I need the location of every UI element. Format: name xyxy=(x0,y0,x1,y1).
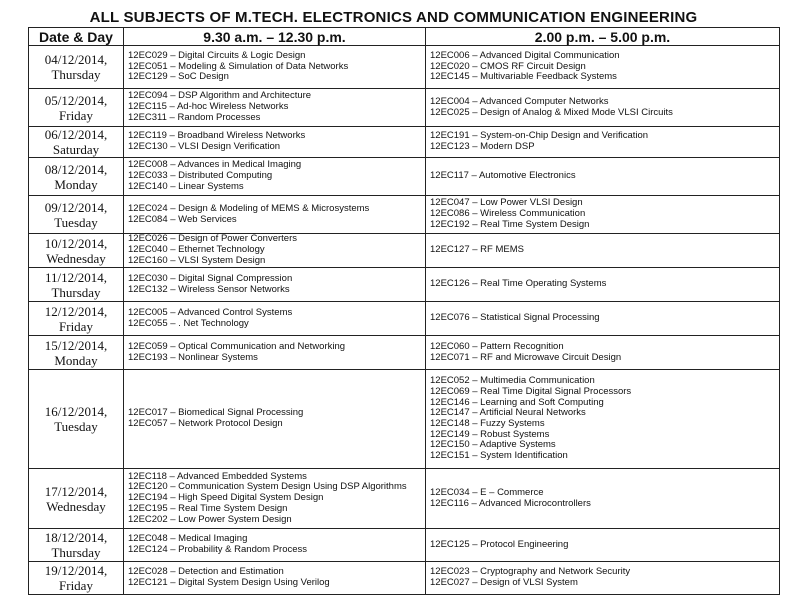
subject-entry: 12EC060 – Pattern Recognition xyxy=(430,341,564,352)
morning-subjects-cell xyxy=(124,302,426,336)
subject-entry: 12EC125 – Protocol Engineering xyxy=(430,539,569,550)
header-row xyxy=(29,28,780,46)
subject-entry: 12EC118 – Advanced Embedded Systems xyxy=(128,471,307,482)
subject-entry: 12EC071 – RF and Microwave Circuit Design xyxy=(430,352,622,363)
subject-entry: 12EC194 – High Speed Digital System Design xyxy=(128,493,324,504)
subject-entry: 12EC055 – . Net Technology xyxy=(128,318,249,329)
subject-entry: 12EC192 – Real Time System Design xyxy=(430,219,590,230)
date-cell xyxy=(29,268,124,302)
table-row xyxy=(29,46,780,89)
day-text: Tuesday xyxy=(54,419,98,434)
afternoon-subjects-cell xyxy=(426,529,780,562)
table-row xyxy=(29,234,780,268)
morning-subjects-cell xyxy=(124,529,426,562)
date-cell xyxy=(29,158,124,196)
subject-entry: 12EC084 – Web Services xyxy=(128,214,237,225)
morning-subjects-cell xyxy=(124,127,426,158)
morning-subjects-cell xyxy=(124,268,426,302)
subject-entry: 12EC040 – Ethernet Technology xyxy=(128,245,265,256)
date-text: 18/12/2014, xyxy=(44,530,108,545)
subject-entry: 12EC127 – RF MEMS xyxy=(430,245,524,256)
subject-entry: 12EC024 – Design & Modeling of MEMS & Microsystems xyxy=(128,203,370,214)
day-text: Friday xyxy=(59,578,93,593)
table-row xyxy=(29,127,780,158)
day-text: Saturday xyxy=(52,142,100,157)
day-text: Friday xyxy=(59,107,93,123)
subject-entry: 12EC051 – Modeling & Simulation of Data Networks xyxy=(128,61,349,72)
subject-entry: 12EC145 – Multivariable Feedback Systems xyxy=(430,72,617,83)
date-cell xyxy=(29,89,124,127)
date-cell xyxy=(29,370,124,469)
afternoon-subjects-cell xyxy=(426,562,780,595)
header-morning-session: 9.30 a.m. – 12.30 p.m. xyxy=(124,28,426,46)
date-text: 12/12/2014, xyxy=(44,303,108,319)
subject-entry: 12EC020 – CMOS RF Circuit Design xyxy=(430,61,586,72)
document-title: ALL SUBJECTS OF M.TECH. ELECTRONICS AND COMMUNICATION ENGINEERING xyxy=(89,9,698,26)
table-row xyxy=(29,158,780,196)
subject-entry: 12EC029 – Digital Circuits & Logic Design xyxy=(128,50,306,61)
date-cell xyxy=(29,127,124,158)
subject-entry: 12EC126 – Real Time Operating Systems xyxy=(430,279,607,290)
subject-entry: 12EC008 – Advances in Medical Imaging xyxy=(128,160,302,171)
afternoon-subjects-cell xyxy=(426,46,780,89)
table-row xyxy=(29,89,780,127)
subject-entry: 12EC120 – Communication System Design Using DSP Algorithms xyxy=(128,482,407,493)
day-text: Thursday xyxy=(51,284,101,300)
day-text: Monday xyxy=(54,352,98,368)
day-text: Thursday xyxy=(51,545,101,560)
subject-entry: 12EC117 – Automotive Electronics xyxy=(430,171,576,182)
day-text: Wednesday xyxy=(46,498,106,514)
subject-entry: 12EC160 – VLSI System Design xyxy=(128,255,266,266)
table-row xyxy=(29,268,780,302)
afternoon-subjects-cell xyxy=(426,469,780,529)
morning-subjects-cell xyxy=(124,89,426,127)
subject-entry: 12EC140 – Linear Systems xyxy=(128,181,244,192)
day-text: Thursday xyxy=(51,67,101,82)
day-text: Wednesday xyxy=(46,250,106,266)
date-text: 04/12/2014, xyxy=(44,52,108,67)
date-cell xyxy=(29,196,124,234)
table-row xyxy=(29,302,780,336)
afternoon-subjects-cell xyxy=(426,158,780,196)
subject-entry: 12EC150 – Adaptive Systems xyxy=(430,440,556,451)
date-text: 10/12/2014, xyxy=(44,235,108,251)
date-cell xyxy=(29,562,124,595)
day-text: Tuesday xyxy=(54,214,98,230)
subject-entry: 12EC057 – Network Protocol Design xyxy=(128,419,283,429)
morning-subjects-cell xyxy=(124,196,426,234)
afternoon-subjects-cell xyxy=(426,268,780,302)
subject-entry: 12EC146 – Learning and Soft Computing xyxy=(430,397,604,408)
subject-entry: 12EC005 – Advanced Control Systems xyxy=(128,307,293,318)
morning-subjects-cell xyxy=(124,336,426,370)
subject-entry: 12EC052 – Multimedia Communication xyxy=(430,376,595,387)
table-row xyxy=(29,336,780,370)
table-row xyxy=(29,469,780,529)
table-row xyxy=(29,370,780,469)
afternoon-subjects-cell xyxy=(426,302,780,336)
date-cell xyxy=(29,529,124,562)
date-text: 16/12/2014, xyxy=(44,404,108,419)
exam-timetable xyxy=(28,27,780,595)
date-text: 08/12/2014, xyxy=(44,161,108,177)
subject-entry: 12EC026 – Design of Power Converters xyxy=(128,234,297,245)
timetable-body xyxy=(29,46,780,595)
date-cell xyxy=(29,46,124,89)
subject-entry: 12EC121 – Digital System Design Using Verilog xyxy=(128,578,330,588)
date-cell xyxy=(29,302,124,336)
afternoon-subjects-cell xyxy=(426,127,780,158)
date-text: 19/12/2014, xyxy=(44,563,108,578)
subject-entry: 12EC047 – Low Power VLSI Design xyxy=(430,198,583,209)
subject-entry: 12EC017 – Biomedical Signal Processing xyxy=(128,408,304,419)
morning-subjects-cell xyxy=(124,469,426,529)
date-text: 05/12/2014, xyxy=(44,92,108,108)
subject-entry: 12EC004 – Advanced Computer Networks xyxy=(430,96,609,107)
subject-entry: 12EC023 – Cryptography and Network Security xyxy=(430,567,631,578)
header-date-day: Date & Day xyxy=(29,28,124,46)
subject-entry: 12EC130 – VLSI Design Verification xyxy=(128,142,281,152)
table-row xyxy=(29,529,780,562)
date-cell xyxy=(29,336,124,370)
subject-entry: 12EC151 – System Identification xyxy=(430,451,568,462)
date-text: 15/12/2014, xyxy=(44,337,108,353)
subject-entry: 12EC033 – Distributed Computing xyxy=(128,171,273,182)
date-cell xyxy=(29,469,124,529)
subject-entry: 12EC030 – Digital Signal Compression xyxy=(128,273,293,284)
subject-entry: 12EC119 – Broadband Wireless Networks xyxy=(128,131,306,142)
subject-entry: 12EC148 – Fuzzy Systems xyxy=(430,419,545,429)
subject-entry: 12EC116 – Advanced Microcontrollers xyxy=(430,498,591,509)
subject-entry: 12EC006 – Advanced Digital Communication xyxy=(430,50,620,61)
table-row xyxy=(29,562,780,595)
morning-subjects-cell xyxy=(124,370,426,469)
morning-subjects-cell xyxy=(124,562,426,595)
subject-entry: 12EC191 – System-on-Chip Design and Verification xyxy=(430,131,649,142)
subject-entry: 12EC086 – Wireless Communication xyxy=(430,209,586,220)
subject-entry: 12EC027 – Design of VLSI System xyxy=(430,578,578,588)
subject-entry: 12EC123 – Modern DSP xyxy=(430,142,535,152)
subject-entry: 12EC028 – Detection and Estimation xyxy=(128,567,284,578)
date-cell xyxy=(29,234,124,268)
date-text: 09/12/2014, xyxy=(44,199,108,215)
afternoon-subjects-cell xyxy=(426,336,780,370)
morning-subjects-cell xyxy=(124,158,426,196)
subject-entry: 12EC124 – Probability & Random Process xyxy=(128,545,308,555)
afternoon-subjects-cell xyxy=(426,234,780,268)
subject-entry: 12EC025 – Design of Analog & Mixed Mode VLSI Circuits xyxy=(430,107,673,118)
afternoon-subjects-cell xyxy=(426,196,780,234)
day-text: Monday xyxy=(54,176,98,192)
subject-entry: 12EC076 – Statistical Signal Processing xyxy=(430,313,600,324)
subject-entry: 12EC149 – Robust Systems xyxy=(430,429,550,440)
subject-entry: 12EC202 – Low Power System Design xyxy=(128,514,292,525)
date-text: 06/12/2014, xyxy=(44,127,108,142)
subject-entry: 12EC311 – Random Processes xyxy=(128,112,261,123)
subject-entry: 12EC059 – Optical Communication and Networking xyxy=(128,341,346,352)
morning-subjects-cell xyxy=(124,234,426,268)
subject-entry: 12EC195 – Real Time System Design xyxy=(128,503,288,514)
subject-entry: 12EC132 – Wireless Sensor Networks xyxy=(128,284,290,295)
table-row xyxy=(29,196,780,234)
subject-entry: 12EC034 – E – Commerce xyxy=(430,487,544,498)
afternoon-subjects-cell xyxy=(426,89,780,127)
subject-entry: 12EC147 – Artificial Neural Networks xyxy=(430,408,586,419)
day-text: Friday xyxy=(59,318,93,334)
subject-entry: 12EC193 – Nonlinear Systems xyxy=(128,352,258,363)
subject-entry: 12EC094 – DSP Algorithm and Architecture xyxy=(128,91,312,102)
subject-entry: 12EC048 – Medical Imaging xyxy=(128,534,248,545)
afternoon-subjects-cell xyxy=(426,370,780,469)
date-text: 11/12/2014, xyxy=(45,269,107,285)
subject-entry: 12EC069 – Real Time Digital Signal Processors xyxy=(430,386,632,397)
subject-entry: 12EC129 – SoC Design xyxy=(128,72,229,83)
subject-entry: 12EC115 – Ad-hoc Wireless Networks xyxy=(128,102,289,113)
date-text: 17/12/2014, xyxy=(44,483,108,499)
morning-subjects-cell xyxy=(124,46,426,89)
header-afternoon-session: 2.00 p.m. – 5.00 p.m. xyxy=(426,28,780,46)
